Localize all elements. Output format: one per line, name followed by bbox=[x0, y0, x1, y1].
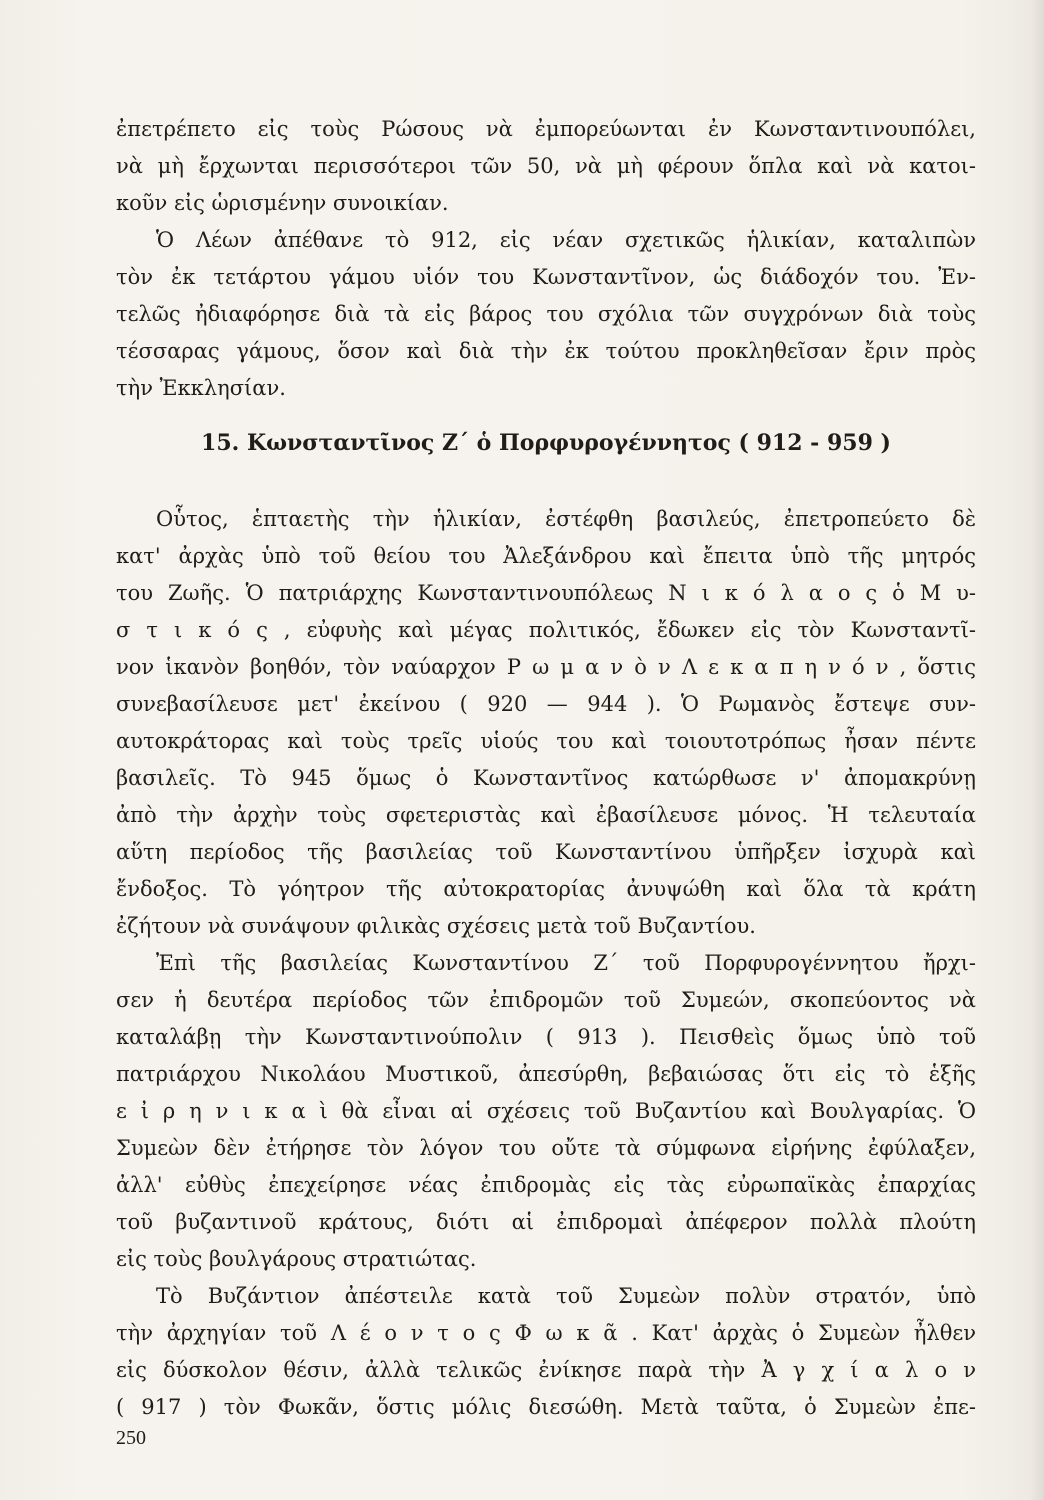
text-line: τὴν ἀρχηγίαν τοῦ Λ έ ο ν τ ο ς Φ ω κ ᾶ . Κατ' ἀρχὰς ὁ Συμεὼν ἦλθεν bbox=[116, 1321, 976, 1345]
text-line: νον ἱκανὸν βοηθόν, τὸν ναύαρχον Ρ ω μ α ν ὸ ν Λ ε κ α π η ν ό ν , ὅστις bbox=[116, 655, 976, 679]
text-line: Οὗτος, ἑπταετὴς τὴν ἡλικίαν, ἐστέφθη βασιλεύς, ἐπετροπεύετο δὲ bbox=[156, 507, 976, 531]
section-heading: 15. Κωνσταντῖνος Ζ΄ ὁ Πορφυρογέννητος ( 912 - 959 ) bbox=[201, 430, 891, 456]
text-line: Συμεὼν δὲν ἐτήρησε τὸν λόγον του οὔτε τὰ σύμφωνα εἰρήνης ἐφύλαξεν, bbox=[116, 1136, 976, 1160]
text-line: ἀλλ' εὐθὺς ἐπεχείρησε νέας ἐπιδρομὰς εἰς τὰς εὐρωπαϊκὰς ἐπαρχίας bbox=[116, 1173, 976, 1197]
text-line: αὕτη περίοδος τῆς βασιλείας τοῦ Κωνσταντίνου ὑπῆρξεν ἰσχυρὰ καὶ bbox=[116, 840, 976, 864]
text-line: Ὁ Λέων ἀπέθανε τὸ 912, εἰς νέαν σχετικῶς ἡλικίαν, καταλιπὼν bbox=[156, 228, 976, 252]
text-line: συνεβασίλευσε μετ' ἐκείνου ( 920 — 944 ). Ὁ Ρωμανὸς ἔστεψε συν- bbox=[116, 692, 976, 716]
text-line: νὰ μὴ ἔρχωνται περισσότεροι τῶν 50, νὰ μὴ φέρουν ὅπλα καὶ νὰ κατοι- bbox=[116, 154, 976, 178]
text-line: ἀπὸ τὴν ἀρχὴν τοὺς σφετεριστὰς καὶ ἐβασίλευσε μόνος. Ἡ τελευταία bbox=[116, 803, 976, 827]
text-line: ἔνδοξος. Τὸ γόητρον τῆς αὐτοκρατορίας ἀνυψώθη καὶ ὅλα τὰ κράτη bbox=[116, 877, 976, 901]
text-line: τὸν ἐκ τετάρτου γάμου υἱόν του Κωνσταντῖνον, ὡς διάδοχόν του. Ἐν- bbox=[116, 265, 976, 289]
paragraph-block-2 bbox=[116, 501, 976, 1426]
text-line: ε ἰ ρ η ν ι κ α ὶ θὰ εἶναι αἱ σχέσεις τοῦ Βυζαντίου καὶ Βουλγαρίας. Ὁ bbox=[116, 1099, 976, 1123]
text-line: του Ζωῆς. Ὁ πατριάρχης Κωνσταντινουπόλεως Ν ι κ ό λ α ο ς ὁ Μ υ- bbox=[116, 581, 976, 605]
text-line: τέσσαρας γάμους, ὅσον καὶ διὰ τὴν ἐκ τούτου προκληθεῖσαν ἔριν πρὸς bbox=[116, 339, 976, 363]
text-line: καταλάβῃ τὴν Κωνσταντινούπολιν ( 913 ). Πεισθεὶς ὅμως ὑπὸ τοῦ bbox=[116, 1025, 976, 1049]
text-line: αυτοκράτορας καὶ τοὺς τρεῖς υἱούς του καὶ τοιουτοτρόπως ἦσαν πέντε bbox=[116, 729, 976, 753]
text-line: πατριάρχου Νικολάου Μυστικοῦ, ἀπεσύρθη, βεβαιώσας ὅτι εἰς τὸ ἑξῆς bbox=[116, 1062, 976, 1086]
text-line: ( 917 ) τὸν Φωκᾶν, ὅστις μόλις διεσώθη. Μετὰ ταῦτα, ὁ Συμεὼν ἐπε- bbox=[116, 1395, 976, 1419]
text-line: κοῦν εἰς ὡρισμένην συνοικίαν. bbox=[116, 191, 449, 215]
text-line: σ τ ι κ ό ς , εὐφυὴς καὶ μέγας πολιτικός, ἔδωκεν εἰς τὸν Κωνσταντῖ- bbox=[116, 618, 976, 642]
page-number: 250 bbox=[116, 1427, 146, 1449]
text-line: σεν ἡ δευτέρα περίοδος τῶν ἐπιδρομῶν τοῦ Συμεών, σκοπεύοντος νὰ bbox=[116, 988, 976, 1012]
text-line: Τὸ Βυζάντιον ἀπέστειλε κατὰ τοῦ Συμεὼν πολὺν στρατόν, ὑπὸ bbox=[156, 1284, 976, 1308]
text-line: εἰς τοὺς βουλγάρους στρατιώτας. bbox=[116, 1247, 477, 1271]
text-line: τὴν Ἐκκλησίαν. bbox=[116, 376, 286, 400]
text-line: βασιλεῖς. Τὸ 945 ὅμως ὁ Κωνσταντῖνος κατώρθωσε ν' ἀπομακρύνῃ bbox=[116, 766, 976, 790]
text-line: εἰς δύσκολον θέσιν, ἀλλὰ τελικῶς ἐνίκησε παρὰ τὴν Ἀ γ χ ί α λ ο ν bbox=[116, 1358, 976, 1382]
text-line: τοῦ βυζαντινοῦ κράτους, διότι αἱ ἐπιδρομαὶ ἀπέφερον πολλὰ πλούτη bbox=[116, 1210, 976, 1234]
paragraph-block-1 bbox=[116, 111, 976, 407]
text-line: τελῶς ἠδιαφόρησε διὰ τὰ εἰς βάρος του σχόλια τῶν συγχρόνων διὰ τοὺς bbox=[116, 302, 976, 326]
text-line: Ἐπὶ τῆς βασιλείας Κωνσταντίνου Ζ΄ τοῦ Πορφυρογέννητου ἤρχι- bbox=[156, 951, 976, 975]
text-line: ἐπετρέπετο εἰς τοὺς Ρώσους νὰ ἐμπορεύωνται ἐν Κωνσταντινουπόλει, bbox=[116, 117, 976, 141]
scan-edge-shadow bbox=[1030, 0, 1044, 1500]
text-line: κατ' ἀρχὰς ὑπὸ τοῦ θείου του Ἀλεξάνδρου καὶ ἔπειτα ὑπὸ τῆς μητρός bbox=[116, 544, 976, 568]
text-line: ἐζήτουν νὰ συνάψουν φιλικὰς σχέσεις μετὰ τοῦ Βυζαντίου. bbox=[116, 914, 756, 938]
